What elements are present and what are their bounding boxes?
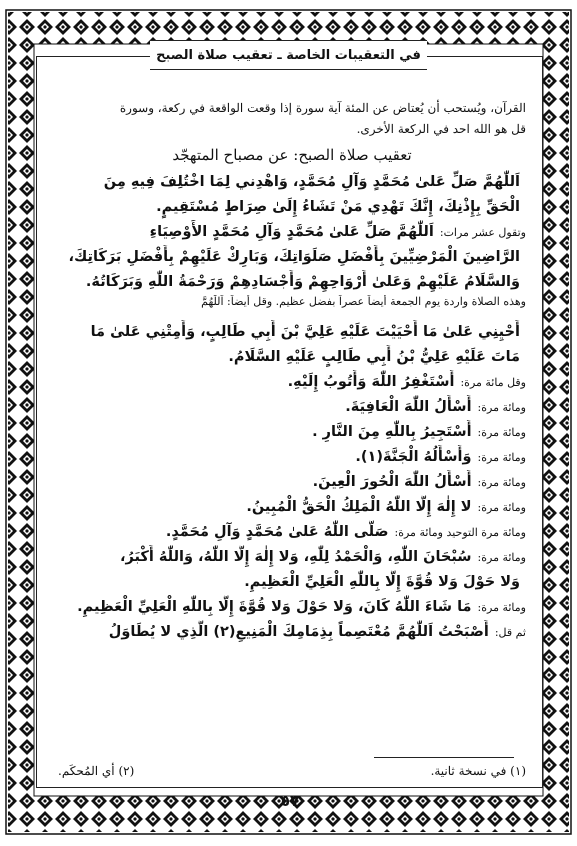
line-prefix: وهذه الصلاة واردة يوم الجمعة أيضاً عصراً بفضل عظيم. وقل أيضاً: اَللّٰهُمَّ: [201, 295, 526, 308]
section-heading: تعقيب صلاة الصبح: عن مصباح المتهجّد: [172, 146, 412, 164]
footnote-2: (٢) أي المُحكَم.: [58, 764, 135, 778]
intro-line: قل هو الله احد في الركعة الأخرى.: [356, 122, 526, 136]
intro-line: القرآن، ويُستحب أن يُعتاض عن المئة آية سورة إذا وقعت الواقعة في ركعة، وسورة: [119, 101, 526, 115]
supplication-text: أَحْيِنِي عَلىٰ مَا أَحْيَيْتَ عَلَيْهِ عَلِيَّ بْنَ أَبِي طَالِبٍ، وَأَمِتْنِي عَلىٰ مَا: [90, 324, 520, 340]
running-header: [150, 40, 427, 70]
supplication-text: اَللّٰهُمَّ صَلِّ عَلىٰ مُحَمَّدٍ وَآلِ مُحَمَّدٍ، وَاهْدِني لِمَا اخْتُلِفَ فِيهِ مِنَ: [103, 174, 520, 190]
supplication-text: الرَّاضِينَ الْمَرْضِيِّينَ بِأَفْضَلِ صَلَوَاتِكَ، وَبَارِكْ عَلَيْهِمْ بِأَفْضَلِ بَرَكَاتِكَ،: [68, 249, 520, 265]
text-line: [58, 320, 526, 345]
line-prefix: ومائة مرة التوحيد ومائة مرة:: [394, 526, 526, 539]
supplication-text: مَاتَ عَلَيْهِ عَلِيُّ بْنُ أَبِي طَالِبٍ عَلَيْهِ السَّلَامُ.: [228, 349, 520, 365]
text-line: [58, 420, 526, 445]
line-prefix: ومائة مرة:: [477, 551, 526, 564]
text-line: [58, 570, 526, 595]
text-line: [58, 195, 526, 220]
text-line: [58, 595, 526, 620]
text-line: [58, 295, 526, 320]
supplication-text: اَللّٰهُمَّ صَلِّ عَلىٰ مُحَمَّدٍ وَآلِ مُحَمَّدٍ الأَوْصِيَاءِ: [149, 224, 434, 240]
page-number: ٥٧: [280, 792, 300, 810]
supplication-text: سُبْحَانَ اللّٰهِ، وَالْحَمْدُ لِلّٰهِ، وَلا إِلٰهَ إِلَّا اللّٰهُ، وَاللّٰهُ أَكْبَرُ،: [119, 549, 472, 565]
text-line: [58, 245, 526, 270]
text-line: [58, 520, 526, 545]
supplication-text: وَالسَّلَامُ عَلَيْهِمْ وَعَلىٰ أَرْوَاحِهِمْ وَأَجْسَادِهِمْ وَرَحْمَةُ اللّٰهِ وَبَرَكَاتُهُ.: [85, 274, 520, 290]
supplication-text: أَسْتَغْفِرُ اللّٰهَ وَأَتُوبُ إِلَيْهِ.: [287, 374, 455, 390]
line-prefix: ثم قل:: [494, 626, 526, 639]
supplication-text: وَأَسْأَلُهُ الْجَنَّةَ(١).: [355, 449, 472, 465]
footnote-1: (١) في نسخة ثانية.: [430, 764, 526, 778]
supplication-text: صَلَّى اللّٰهُ عَلىٰ مُحَمَّدٍ وَآلِ مُحَمَّدٍ.: [165, 524, 389, 540]
line-prefix: ومائة مرة:: [477, 601, 526, 614]
line-prefix: ومائة مرة:: [477, 476, 526, 489]
text-line: [58, 620, 526, 645]
line-prefix: ومائة مرة:: [477, 501, 526, 514]
footnotes: [58, 764, 526, 778]
text-line: [58, 170, 526, 195]
line-prefix: ومائة مرة:: [477, 426, 526, 439]
supplication-text: الْحَقِّ بِإِذْنِكَ، إِنَّكَ تَهْدِي مَنْ تَشَاءُ إِلَىٰ صِرَاطٍ مُسْتَقِيمٍ.: [156, 199, 520, 215]
supplication-text: أَسْأَلُ اللّٰهَ الْعَافِيَةَ.: [345, 399, 472, 415]
line-prefix: وقل مائة مرة:: [460, 376, 526, 389]
line-prefix: ومائة مرة:: [477, 451, 526, 464]
page-body: [58, 98, 526, 645]
text-line: [58, 545, 526, 570]
text-line: [58, 395, 526, 420]
text-line: [58, 270, 526, 295]
supplication-text: وَلا حَوْلَ وَلا قُوَّةَ إِلَّا بِاللّٰهِ الْعَلِيِّ الْعَظِيمِ.: [244, 574, 520, 590]
text-line: [58, 470, 526, 495]
line-prefix: ومائة مرة:: [477, 401, 526, 414]
supplication-text: لا إِلٰهَ إِلَّا اللّٰهُ الْمَلِكُ الْحَقُّ الْمُبِينُ.: [246, 499, 472, 515]
footnote-divider: [374, 757, 514, 758]
header-title: في التعقيبات الخاصة ـ تعقيب صلاة الصبح: [156, 47, 421, 63]
text-line: [58, 370, 526, 395]
text-line: [58, 345, 526, 370]
text-line: [58, 445, 526, 470]
text-line: [58, 495, 526, 520]
supplication-text: أَسْأَلُ اللّٰهَ الْحُورَ الْعِينَ.: [312, 474, 472, 490]
supplication-text: أَصْبَحْتُ اَللّٰهُمَّ مُعْتَصِماً بِذِمَامِكَ الْمَنِيعِ(٢) الَّذِي لا يُطَاوَلُ: [108, 624, 489, 640]
supplication-text: مَا شَاءَ اللّٰهُ كَانَ، وَلا حَوْلَ وَلا قُوَّةَ إِلَّا بِاللّٰهِ الْعَلِيِّ الْعَظِيمِ.: [77, 599, 472, 615]
supplication-text: أَسْتَجِيرُ بِاللّٰهِ مِنَ النَّارِ .: [312, 424, 472, 440]
text-line: [58, 220, 526, 245]
line-prefix: وتقول عشر مرات:: [439, 226, 526, 239]
